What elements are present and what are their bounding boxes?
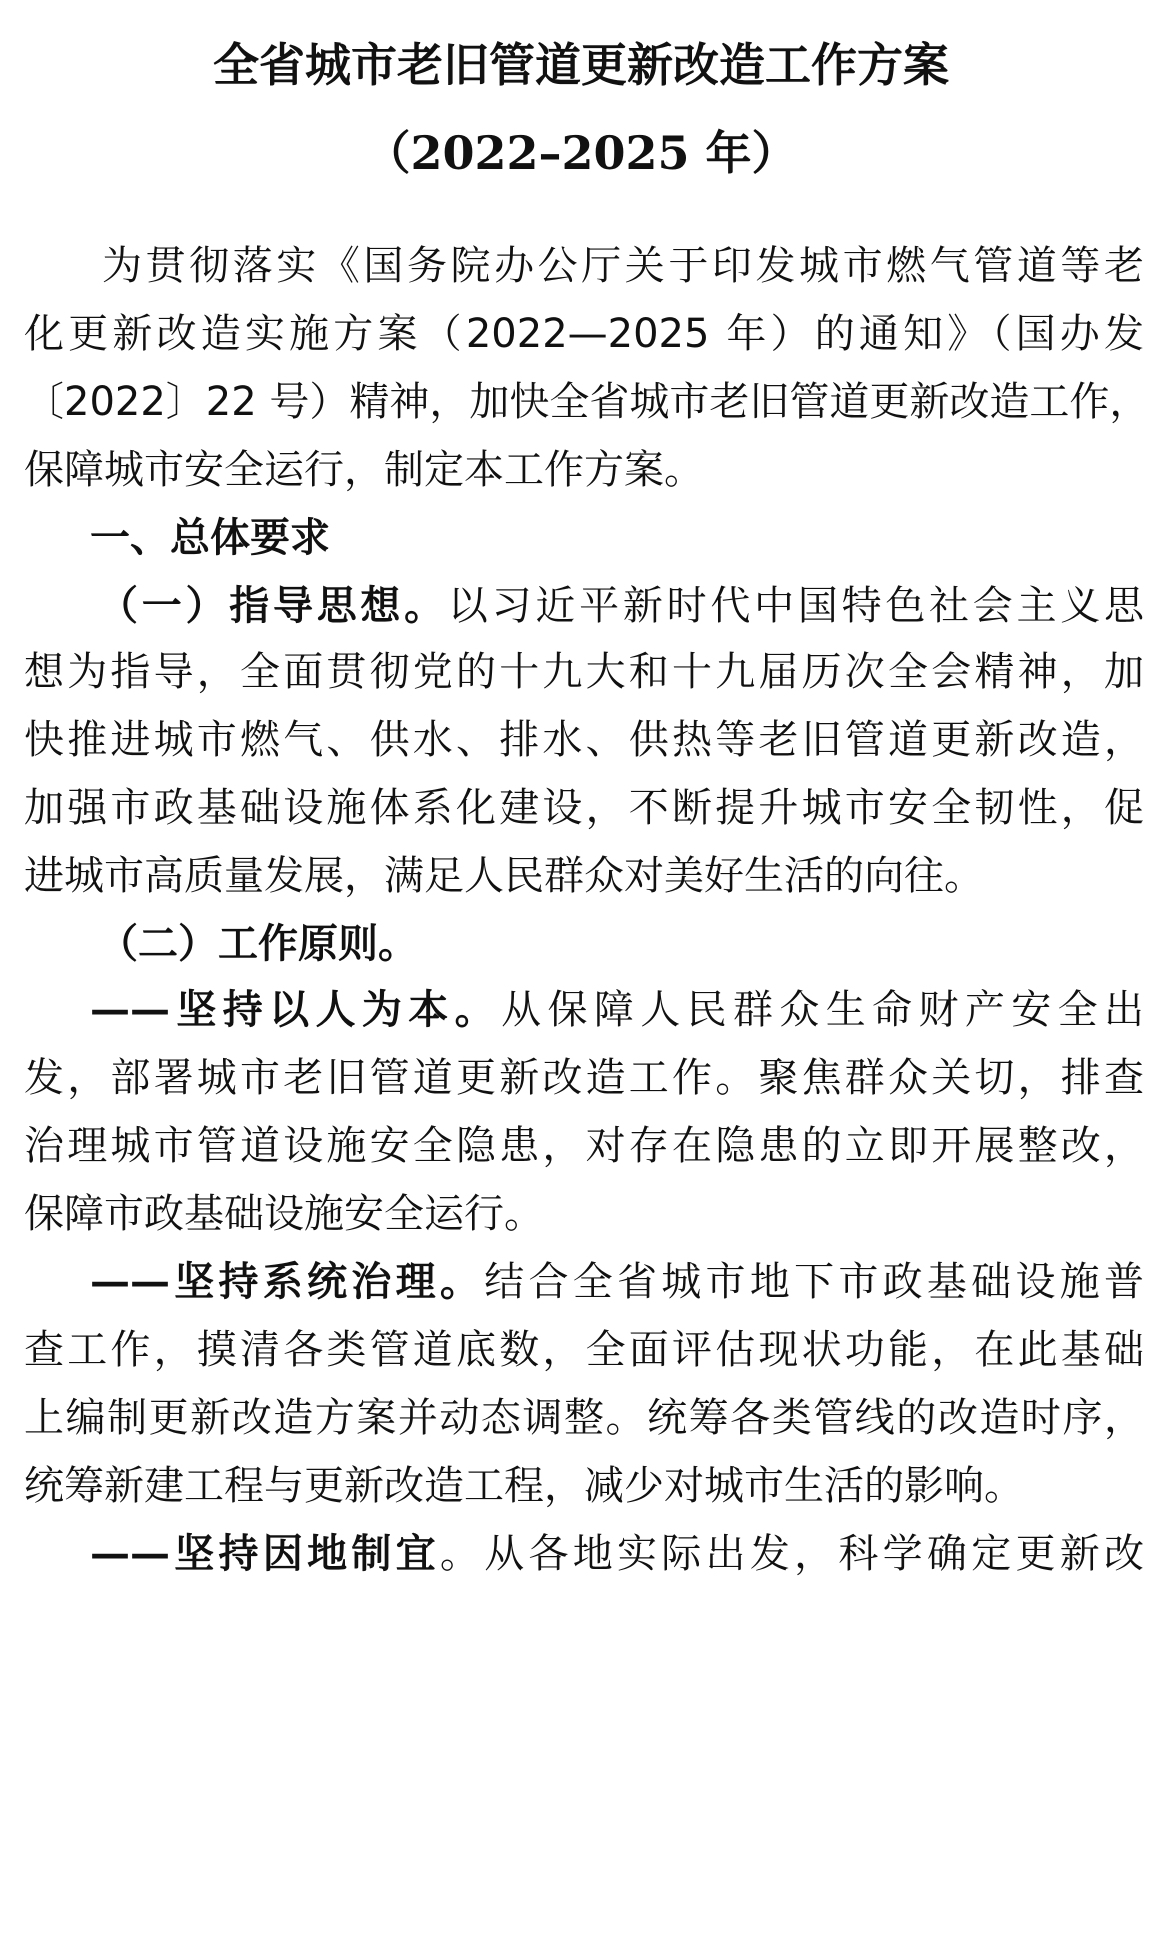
line-text: 快推进城市燃气、供水、排水、供热等老旧管道更新改造， [24, 717, 1144, 763]
paragraph-line [24, 1463, 1144, 1509]
line-text: 加强市政基础设施体系化建设，不断提升城市安全韧性，促 [24, 785, 1144, 831]
paragraph-line [24, 1055, 1144, 1101]
line-text: 保障市政基础设施安全运行。 [24, 1191, 544, 1237]
line-text: 上编制更新改造方案并动态调整。统筹各类管线的改造时序， [24, 1395, 1144, 1441]
paragraph-line [24, 379, 1150, 425]
paragraph-line [24, 1123, 1144, 1169]
document-title: 全省城市老旧管道更新改造工作方案 [213, 38, 949, 92]
line-text: 从保障人民群众生命财产安全出 [501, 987, 1145, 1033]
paragraph-line [24, 853, 1144, 899]
paragraph-line [24, 311, 1144, 357]
subsection-heading [24, 920, 1144, 967]
line-text: 〔2022〕22 号）精神，加快全省城市老旧管道更新改造工作， [24, 379, 1150, 425]
line-text: 。从各地实际出发，科学确定更新改 [439, 1531, 1145, 1577]
line-lead: （一）指导思想。 [98, 582, 448, 629]
paragraph-line [24, 1395, 1144, 1441]
paragraph-line [24, 986, 1145, 1033]
heading-text: （二）工作原则。 [98, 920, 418, 967]
line-text: 治理城市管道设施安全隐患，对存在隐患的立即开展整改， [24, 1123, 1144, 1169]
section-heading [24, 514, 1144, 561]
line-lead: ——坚持系统治理。 [90, 1258, 485, 1305]
line-lead: ——坚持以人为本。 [90, 986, 502, 1033]
paragraph-line [24, 649, 1144, 695]
line-text: 保障城市安全运行，制定本工作方案。 [24, 447, 704, 493]
paragraph-line [24, 1191, 1144, 1237]
line-text: 想为指导，全面贯彻党的十九大和十九届历次全会精神，加 [24, 649, 1144, 695]
line-text: 以习近平新时代中国特色社会主义思 [447, 583, 1145, 629]
paragraph-line [24, 1530, 1145, 1577]
line-text: 化更新改造实施方案（2022—2025 年）的通知》（国办发 [24, 311, 1144, 357]
heading-text: 一、总体要求 [90, 514, 330, 561]
line-text: 进城市高质量发展，满足人民群众对美好生活的向往。 [24, 853, 984, 899]
line-text: 统筹新建工程与更新改造工程，减少对城市生活的影响。 [24, 1463, 1024, 1509]
paragraph-line [24, 243, 1144, 289]
paragraph-line [24, 1258, 1145, 1305]
paragraph-line [24, 717, 1144, 763]
paragraph-line [24, 1327, 1144, 1373]
document-subtitle: （2022–2025 年） [364, 126, 798, 180]
line-text: 查工作，摸清各类管道底数，全面评估现状功能，在此基础 [24, 1327, 1144, 1373]
line-lead: ——坚持因地制宜 [90, 1530, 440, 1577]
paragraph-line [24, 447, 1144, 493]
paragraph-line [24, 785, 1144, 831]
line-text: 发，部署城市老旧管道更新改造工作。聚焦群众关切，排查 [24, 1055, 1144, 1101]
paragraph-line [24, 582, 1145, 629]
line-text: 为贯彻落实《国务院办公厅关于印发城市燃气管道等老 [102, 243, 1144, 289]
line-text: 结合全省城市地下市政基础设施普 [484, 1259, 1145, 1305]
